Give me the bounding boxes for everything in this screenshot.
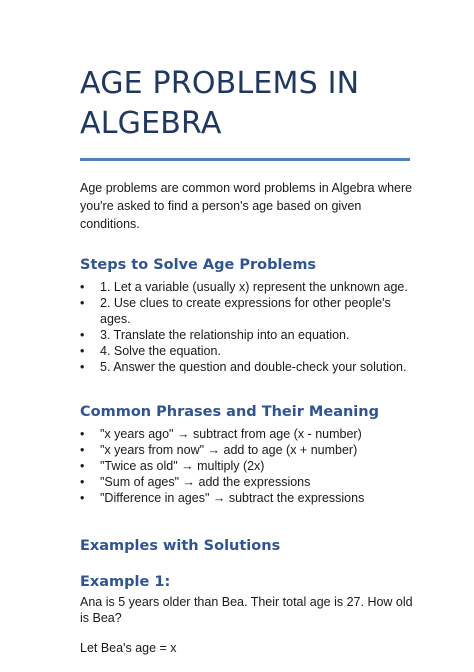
bullet-icon: • xyxy=(80,459,85,473)
list-item-text: "x years from now" → add to age (x + number) xyxy=(100,443,358,457)
list-item xyxy=(80,295,414,327)
list-item xyxy=(80,474,414,490)
list-item xyxy=(80,343,414,359)
steps-heading: Steps to Solve Age Problems xyxy=(80,257,317,273)
intro-paragraph: Age problems are common word problems in Algebra where you're asked to find a person's age based on given conditions. xyxy=(80,181,413,231)
examples-heading: Examples with Solutions xyxy=(80,538,281,554)
example-1-heading: Example 1: xyxy=(80,574,171,590)
phrases-heading: Common Phrases and Their Meaning xyxy=(80,404,379,420)
bullet-icon: • xyxy=(80,296,85,310)
list-item-text: 4. Solve the equation. xyxy=(100,344,221,358)
list-item xyxy=(80,279,414,295)
list-item-text: "x years ago" → subtract from age (x - number) xyxy=(100,427,362,441)
list-item xyxy=(80,490,414,506)
title-underline xyxy=(80,158,410,161)
list-item xyxy=(80,327,414,343)
list-item xyxy=(80,426,414,442)
bullet-icon: • xyxy=(80,491,85,505)
page-title: AGE PROBLEMS IN ALGEBRA xyxy=(80,66,360,141)
bullet-icon: • xyxy=(80,360,85,374)
bullet-icon: • xyxy=(80,475,85,489)
bullet-icon: • xyxy=(80,280,85,294)
bullet-icon: • xyxy=(80,328,85,342)
list-item-text: 2. Use clues to create expressions for other people's ages. xyxy=(100,296,391,326)
list-item-text: "Sum of ages" → add the expressions xyxy=(100,475,311,489)
bullet-icon: • xyxy=(80,443,85,457)
list-item-text: 1. Let a variable (usually x) represent the unknown age. xyxy=(100,280,408,294)
list-item xyxy=(80,458,414,474)
list-item-text: 3. Translate the relationship into an equation. xyxy=(100,328,350,342)
list-item xyxy=(80,359,414,375)
list-item-text: "Difference in ages" → subtract the expressions xyxy=(100,491,365,505)
example-1-problem: Ana is 5 years older than Bea. Their total age is 27. How old is Bea? xyxy=(80,595,413,625)
bullet-icon: • xyxy=(80,427,85,441)
list-item xyxy=(80,442,414,458)
example-1-step: Let Bea's age = x xyxy=(80,641,177,655)
list-item-text: 5. Answer the question and double-check your solution. xyxy=(100,360,407,374)
list-item-text: "Twice as old" → multiply (2x) xyxy=(100,459,265,473)
phrases-list xyxy=(80,426,414,506)
bullet-icon: • xyxy=(80,344,85,358)
steps-list xyxy=(80,279,414,375)
